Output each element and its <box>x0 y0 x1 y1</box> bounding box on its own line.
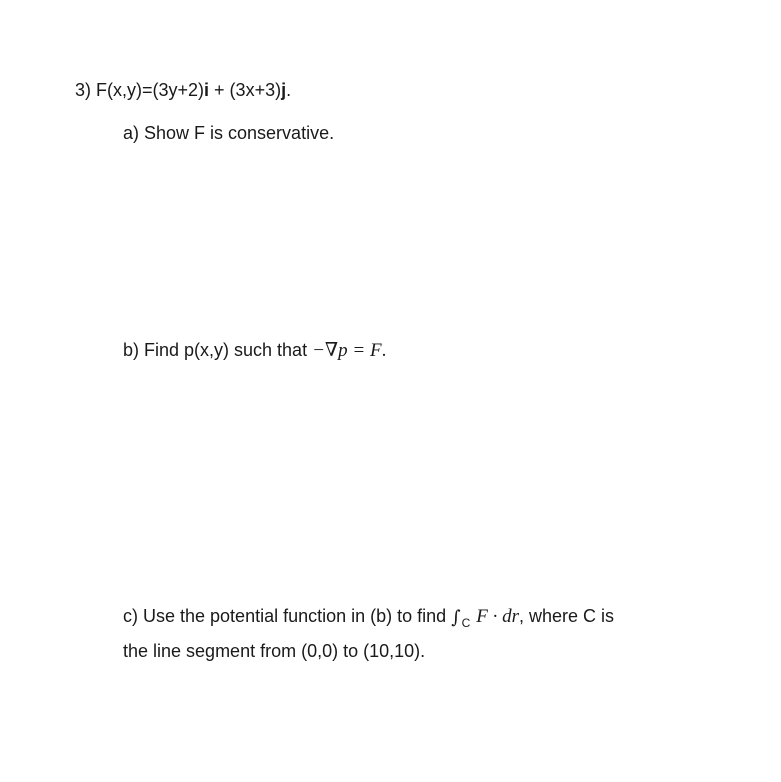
problem-lead: 3) F(x,y)=(3y+2) <box>75 80 205 100</box>
problem-mid: + (3x+3) <box>209 80 282 100</box>
integral-subscript: C <box>461 616 471 630</box>
part-a-text: a) Show F is conservative. <box>123 123 335 143</box>
problem-end: . <box>286 80 292 100</box>
part-b-text: b) Find p(x,y) such that <box>123 340 313 360</box>
part-c-math: F · dr <box>476 606 519 627</box>
integral-icon: ∫ <box>451 607 461 628</box>
problem-statement <box>75 79 291 101</box>
part-c-text-before: c) Use the potential function in (b) to find <box>123 606 452 626</box>
part-b <box>123 339 386 362</box>
unit-vector-j: j <box>281 80 287 100</box>
part-c-text-after: , where C is <box>519 606 615 626</box>
part-c-line2 <box>123 640 425 662</box>
part-c-line2-text: the line segment from (0,0) to (10,10). <box>123 641 426 661</box>
part-c-line1 <box>123 605 614 629</box>
unit-vector-i: i <box>204 80 210 100</box>
part-b-math: −∇p = F <box>312 340 382 361</box>
part-a <box>123 122 334 144</box>
part-b-end: . <box>381 340 387 361</box>
